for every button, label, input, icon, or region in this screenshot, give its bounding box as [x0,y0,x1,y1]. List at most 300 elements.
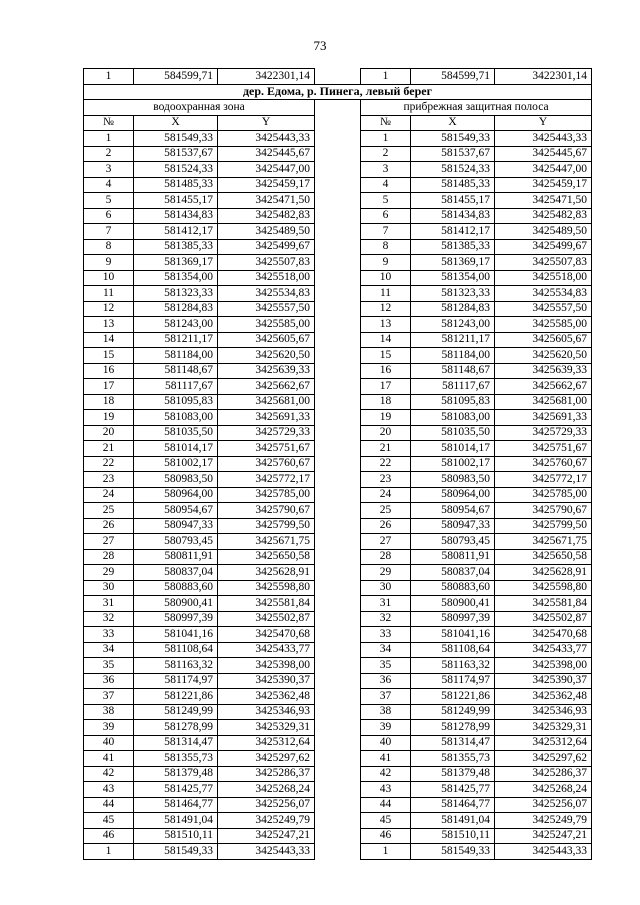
left-x: 581464,77 [134,797,218,813]
left-num: 45 [84,813,134,829]
left-num: 38 [84,704,134,720]
right-y: 3425729,33 [495,425,592,441]
column-gap [315,193,361,209]
table-row [84,456,592,472]
right-x: 580883,60 [411,580,495,596]
right-x: 580793,45 [411,534,495,550]
left-y: 3425605,67 [218,332,315,348]
right-x: 581369,17 [411,255,495,271]
left-x: 580883,60 [134,580,218,596]
right-num: 12 [361,301,411,317]
right-num: 33 [361,627,411,643]
left-num: 2 [84,146,134,162]
left-y: 3425445,67 [218,146,315,162]
right-num: 28 [361,549,411,565]
right-num: 5 [361,193,411,209]
right-num: 1 [361,844,411,860]
column-gap [315,658,361,674]
table-row [84,534,592,550]
left-num: 28 [84,549,134,565]
right-x: 580954,67 [411,503,495,519]
left-x: 581148,67 [134,363,218,379]
left-y: 3425489,50 [218,224,315,240]
right-y: 3425471,50 [495,193,592,209]
right-num: 30 [361,580,411,596]
left-num: 42 [84,766,134,782]
left-num: 4 [84,177,134,193]
column-gap [315,627,361,643]
right-x: 581510,11 [411,828,495,844]
left-num: 15 [84,348,134,364]
left-x: 581354,00 [134,270,218,286]
right-y: 3425785,00 [495,487,592,503]
left-y: 3425447,00 [218,162,315,178]
right-y: 3425329,31 [495,720,592,736]
left-x: 581014,17 [134,441,218,457]
left-num: 40 [84,735,134,751]
right-num: 21 [361,441,411,457]
right-num: 26 [361,518,411,534]
right-y: 3425398,00 [495,658,592,674]
right-x: 581549,33 [411,844,495,860]
left-y: 3425628,91 [218,565,315,581]
left-y: 3425443,33 [218,844,315,860]
table-row [84,642,592,658]
table-row [84,766,592,782]
left-x: 580997,39 [134,611,218,627]
right-num: 27 [361,534,411,550]
column-gap [315,704,361,720]
left-num: 20 [84,425,134,441]
right-y: 3425605,67 [495,332,592,348]
table-row [84,844,592,860]
left-x: 581117,67 [134,379,218,395]
right-num: 4 [361,177,411,193]
column-gap [315,100,361,116]
left-x-header: X [134,115,218,131]
column-gap [315,441,361,457]
left-x: 580837,04 [134,565,218,581]
right-y: 3425433,77 [495,642,592,658]
left-y: 3425459,17 [218,177,315,193]
left-num: 6 [84,208,134,224]
left-num: 37 [84,689,134,705]
section-title: дер. Едома, р. Пинега, левый берег [84,84,592,100]
left-num: 21 [84,441,134,457]
left-num: 41 [84,751,134,767]
left-y: 3425398,00 [218,658,315,674]
column-gap [315,642,361,658]
left-num: 35 [84,658,134,674]
left-x: 581537,67 [134,146,218,162]
left-x: 581211,17 [134,332,218,348]
table-row [84,797,592,813]
right-num: 38 [361,704,411,720]
right-y: 3425470,68 [495,627,592,643]
table-row [84,689,592,705]
column-gap [315,596,361,612]
right-num: 23 [361,472,411,488]
table-row [84,131,592,147]
left-y: 3425534,83 [218,286,315,302]
right-x: 581014,17 [411,441,495,457]
left-x: 581284,83 [134,301,218,317]
left-num: 46 [84,828,134,844]
left-y: 3425729,33 [218,425,315,441]
left-y: 3425691,33 [218,410,315,426]
right-x: 581314,47 [411,735,495,751]
left-x: 581369,17 [134,255,218,271]
left-y: 3425585,00 [218,317,315,333]
right-x: 581491,04 [411,813,495,829]
column-gap [315,844,361,860]
column-gap [315,394,361,410]
left-num: 14 [84,332,134,348]
left-x: 581314,47 [134,735,218,751]
left-x: 581434,83 [134,208,218,224]
right-x: 581485,33 [411,177,495,193]
column-gap [315,286,361,302]
column-gap [315,828,361,844]
right-y: 3425671,75 [495,534,592,550]
right-num: 10 [361,270,411,286]
left-x: 580964,00 [134,487,218,503]
table-row [84,720,592,736]
left-y: 3425639,33 [218,363,315,379]
column-gap [315,363,361,379]
left-x: 581485,33 [134,177,218,193]
left-num: 31 [84,596,134,612]
table-row [84,518,592,534]
right-num: 24 [361,487,411,503]
column-gap [315,177,361,193]
right-num: 32 [361,611,411,627]
right-x: 581211,17 [411,332,495,348]
left-num: 19 [84,410,134,426]
right-y-header: Y [495,115,592,131]
left-num: 5 [84,193,134,209]
left-y: 3425650,58 [218,549,315,565]
right-num: 18 [361,394,411,410]
left-num: 1 [84,844,134,860]
right-x: 580900,41 [411,596,495,612]
left-num: 8 [84,239,134,255]
column-gap [315,720,361,736]
table-row [84,317,592,333]
left-y: 3425482,83 [218,208,315,224]
table-row [84,611,592,627]
left-y: 3425557,50 [218,301,315,317]
column-gap [315,751,361,767]
table-row [84,782,592,798]
left-x: 581355,73 [134,751,218,767]
table-row [84,813,592,829]
right-y: 3425534,83 [495,286,592,302]
right-x: 580811,91 [411,549,495,565]
page-number: 73 [313,38,327,53]
right-y: 3425639,33 [495,363,592,379]
left-num: 36 [84,673,134,689]
column-gap [315,549,361,565]
column-gap [315,503,361,519]
left-num: 22 [84,456,134,472]
right-x: 581002,17 [411,456,495,472]
left-y: 3425297,62 [218,751,315,767]
left-num: 13 [84,317,134,333]
left-num: 12 [84,301,134,317]
column-gap [315,813,361,829]
left-x: 581002,17 [134,456,218,472]
left-num: 44 [84,797,134,813]
left-num: 24 [84,487,134,503]
right-x: 581108,64 [411,642,495,658]
right-y: 3425268,24 [495,782,592,798]
right-num: 25 [361,503,411,519]
left-x: 581425,77 [134,782,218,798]
left-num: 30 [84,580,134,596]
column-gap [315,317,361,333]
right-num: 42 [361,766,411,782]
right-y: 3422301,14 [495,69,592,85]
right-x: 581184,00 [411,348,495,364]
subsection-title-row [84,100,592,116]
right-y: 3425482,83 [495,208,592,224]
left-x: 581278,99 [134,720,218,736]
right-x: 581385,33 [411,239,495,255]
right-y: 3425585,00 [495,317,592,333]
column-gap [315,270,361,286]
right-x: 581174,97 [411,673,495,689]
right-num: 1 [361,131,411,147]
right-num: 37 [361,689,411,705]
column-gap [315,239,361,255]
right-num-header: № [361,115,411,131]
right-num: 1 [361,69,411,85]
right-y: 3425557,50 [495,301,592,317]
right-num: 39 [361,720,411,736]
right-num: 36 [361,673,411,689]
column-gap [315,69,361,85]
column-gap [315,131,361,147]
table-row [84,379,592,395]
right-num: 41 [361,751,411,767]
column-gap [315,332,361,348]
right-num: 40 [361,735,411,751]
right-num: 22 [361,456,411,472]
column-gap [315,487,361,503]
table-row [84,332,592,348]
left-x: 581174,97 [134,673,218,689]
left-num: 43 [84,782,134,798]
left-x: 580983,50 [134,472,218,488]
left-num: 10 [84,270,134,286]
table-row [84,177,592,193]
right-x: 580983,50 [411,472,495,488]
right-num: 31 [361,596,411,612]
right-x: 581524,33 [411,162,495,178]
table-row [84,255,592,271]
left-num: 18 [84,394,134,410]
right-x: 581148,67 [411,363,495,379]
right-x: 584599,71 [411,69,495,85]
column-gap [315,146,361,162]
right-x: 581221,86 [411,689,495,705]
column-gap [315,472,361,488]
right-x: 581425,77 [411,782,495,798]
right-y: 3425443,33 [495,844,592,860]
left-x: 581221,86 [134,689,218,705]
table-row [84,704,592,720]
left-x: 581379,48 [134,766,218,782]
right-num: 16 [361,363,411,379]
right-y: 3425489,50 [495,224,592,240]
right-x: 581464,77 [411,797,495,813]
right-x: 580997,39 [411,611,495,627]
right-y: 3425445,67 [495,146,592,162]
left-y: 3425390,37 [218,673,315,689]
right-x: 581284,83 [411,301,495,317]
left-y: 3425362,48 [218,689,315,705]
table-row [84,487,592,503]
left-num: 16 [84,363,134,379]
right-num: 19 [361,410,411,426]
left-x: 581385,33 [134,239,218,255]
left-x: 580954,67 [134,503,218,519]
column-gap [315,255,361,271]
left-x: 581455,17 [134,193,218,209]
table-row [84,425,592,441]
table-row [84,208,592,224]
table-row [84,503,592,519]
left-num: 1 [84,131,134,147]
table-row [84,751,592,767]
table-row [84,549,592,565]
left-y: 3425502,87 [218,611,315,627]
right-x: 581434,83 [411,208,495,224]
left-num: 3 [84,162,134,178]
column-gap [315,735,361,751]
left-x: 581035,50 [134,425,218,441]
left-x: 581549,33 [134,844,218,860]
left-y: 3425581,84 [218,596,315,612]
right-y: 3425312,64 [495,735,592,751]
right-x: 581035,50 [411,425,495,441]
table-row [84,472,592,488]
left-x: 580900,41 [134,596,218,612]
right-y: 3425518,00 [495,270,592,286]
column-gap [315,348,361,364]
right-y: 3425799,50 [495,518,592,534]
left-num: 1 [84,69,134,85]
right-x: 581278,99 [411,720,495,736]
left-num-header: № [84,115,134,131]
right-y: 3425362,48 [495,689,592,705]
right-x: 580947,33 [411,518,495,534]
left-x: 581108,64 [134,642,218,658]
right-x: 581537,67 [411,146,495,162]
left-num: 9 [84,255,134,271]
right-x: 581243,00 [411,317,495,333]
right-x: 580964,00 [411,487,495,503]
right-y: 3425459,17 [495,177,592,193]
left-x: 581041,16 [134,627,218,643]
previous-table-row [84,69,592,85]
table-row [84,394,592,410]
right-y: 3425390,37 [495,673,592,689]
column-gap [315,379,361,395]
left-num: 27 [84,534,134,550]
column-gap [315,410,361,426]
left-y: 3425471,50 [218,193,315,209]
right-subsection-title: прибрежная защитная полоса [361,100,592,116]
table-row [84,239,592,255]
right-y: 3425447,00 [495,162,592,178]
table-row [84,363,592,379]
column-gap [315,162,361,178]
left-y: 3425790,67 [218,503,315,519]
column-gap [315,425,361,441]
right-num: 29 [361,565,411,581]
coordinates-table [83,68,592,860]
left-x: 584599,71 [134,69,218,85]
right-y: 3425628,91 [495,565,592,581]
right-x: 581412,17 [411,224,495,240]
left-num: 32 [84,611,134,627]
column-gap [315,208,361,224]
left-y: 3425433,77 [218,642,315,658]
right-y: 3425662,67 [495,379,592,395]
right-y: 3425502,87 [495,611,592,627]
column-gap [315,611,361,627]
column-gap [315,534,361,550]
left-num: 7 [84,224,134,240]
column-gap [315,518,361,534]
left-x: 581083,00 [134,410,218,426]
right-x: 581117,67 [411,379,495,395]
right-num: 13 [361,317,411,333]
right-num: 46 [361,828,411,844]
left-subsection-title: водоохранная зона [84,100,315,116]
column-gap [315,224,361,240]
left-y: 3425620,50 [218,348,315,364]
column-gap [315,689,361,705]
table-row [84,580,592,596]
right-num: 8 [361,239,411,255]
right-y: 3425751,67 [495,441,592,457]
table-row [84,301,592,317]
table-row [84,410,592,426]
right-num: 35 [361,658,411,674]
left-y: 3425799,50 [218,518,315,534]
right-y: 3425297,62 [495,751,592,767]
left-y: 3425249,79 [218,813,315,829]
table-row [84,658,592,674]
column-gap [315,115,361,131]
right-x: 581323,33 [411,286,495,302]
left-num: 11 [84,286,134,302]
table-row [84,441,592,457]
column-gap [315,456,361,472]
right-x: 581379,48 [411,766,495,782]
table-row [84,193,592,209]
right-num: 43 [361,782,411,798]
right-x: 581163,32 [411,658,495,674]
left-num: 26 [84,518,134,534]
left-y: 3425286,37 [218,766,315,782]
left-y: 3425598,80 [218,580,315,596]
left-y: 3425751,67 [218,441,315,457]
table-row [84,146,592,162]
